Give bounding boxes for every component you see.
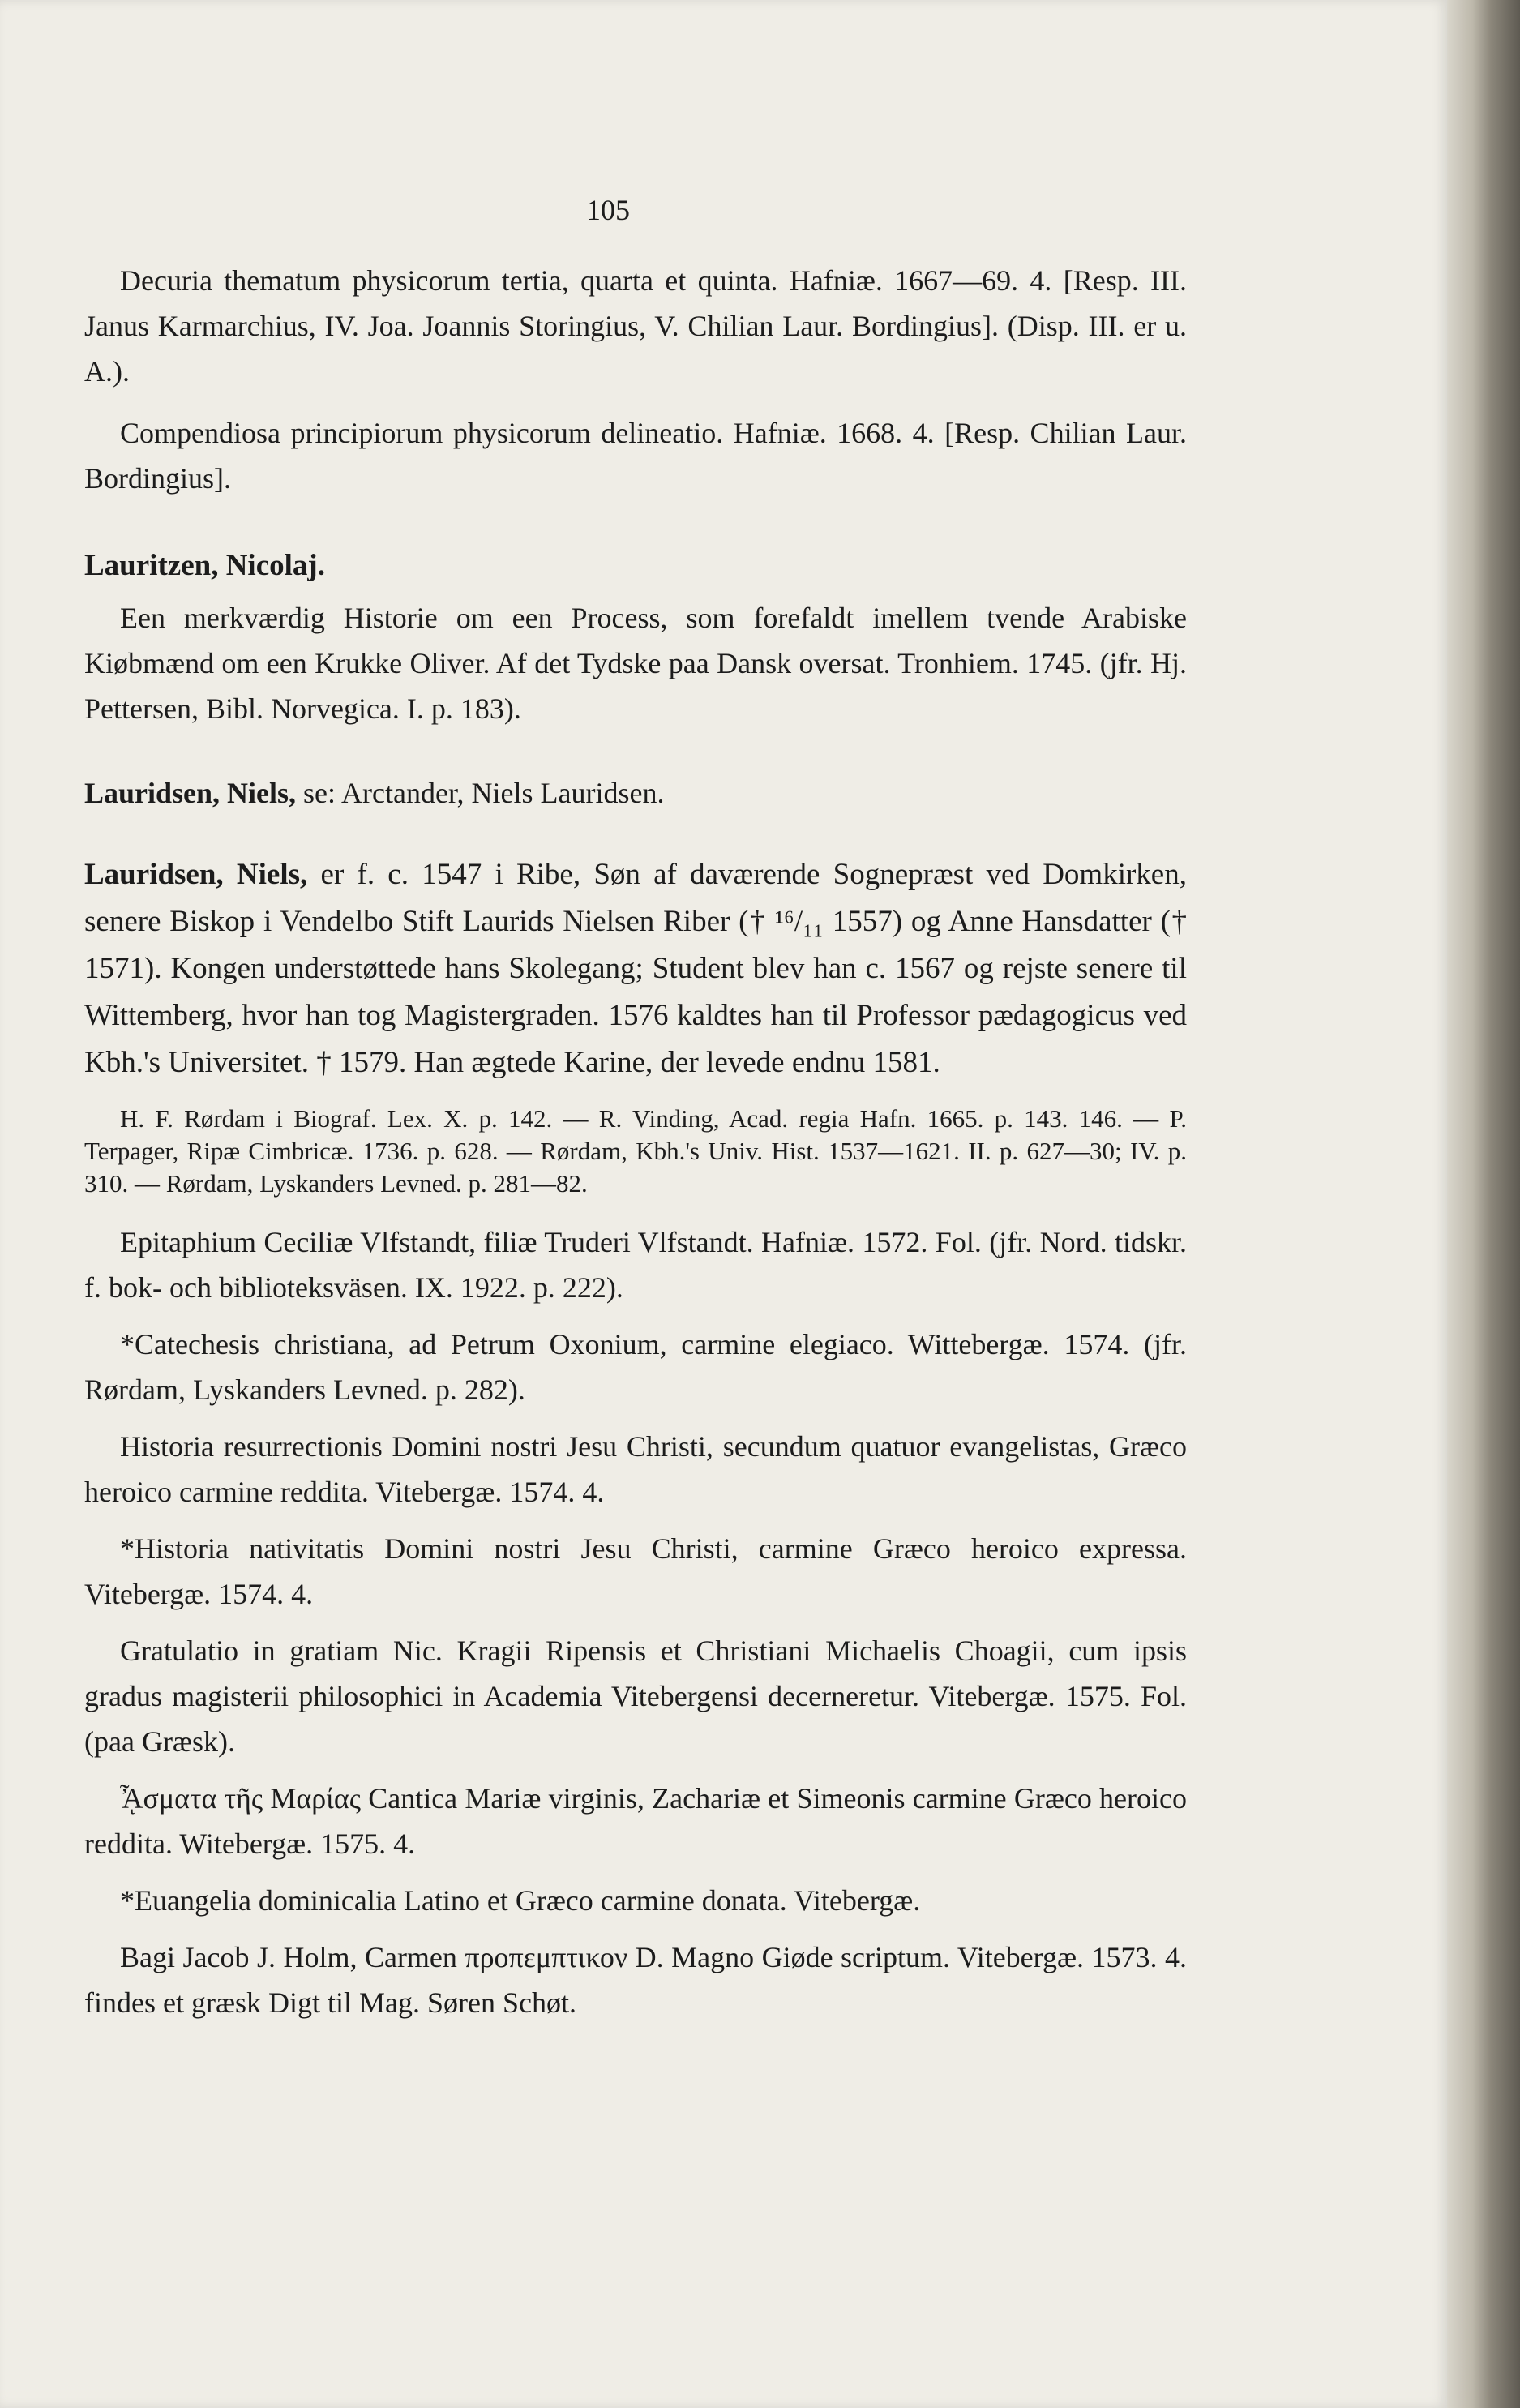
paragraph-lauridsen-references: H. F. Rørdam i Biograf. Lex. X. p. 142. — R. Vinding, Acad. regia Hafn. 1665. p. 143. 146. — P. Terpager, Ripæ Cimbricæ. 1736. p. 628. — Rørdam, Kbh.'s Univ. Hist. 1537—1621. II. p. 627—30; IV. p. 310. — Rørdam, Lyskanders Levned. p. 281—82. — [84, 1104, 1187, 1198]
lauridsen-xref-name: Lauridsen, Niels, — [84, 777, 297, 809]
work-item: Gratulatio in gratiam Nic. Kragii Ripensis et Christiani Michaelis Choagii, cum ipsis gradus magisterii philosophici in Academia Vitebergensi decerneretur. Vitebergæ. 1575. Fol. (paa Græsk). — [84, 1635, 1187, 1758]
paragraph-lauritzen: Een merkværdig Historie om een Process, som forefaldt imellem tvende Arabiske Kiøbmænd om een Krukke Oliver. Af det Tydske paa Dansk oversat. Tronhiem. 1745. (jfr. Hj. Pettersen, Bibl. Norvegica. I. p. 183). — [84, 602, 1187, 725]
paragraph-decuria: Decuria thematum physicorum tertia, quarta et quinta. Hafniæ. 1667—69. 4. [Resp. III. Janus Karmarchius, IV. Joa. Joannis Storingius, V. Chilian Laur. Bordingius]. (Disp. III. er u. A.). — [84, 264, 1187, 388]
work-item: Historia resurrectionis Domini nostri Jesu Christi, secundum quatuor evangelistas, Græco heroico carmine reddita. Vitebergæ. 1574. 4. — [84, 1430, 1187, 1508]
work-item: *Catechesis christiana, ad Petrum Oxonium, carmine elegiaco. Wittebergæ. 1574. (jfr. Rørdam, Lyskanders Levned. p. 282). — [84, 1328, 1187, 1406]
lauridsen-bio-text: er f. c. 1547 i Ribe, Søn af daværende Sognepræst ved Domkirken, senere Biskop i Vendelbo Stift Laurids Nielsen Riber († ¹⁶/₁₁ 1557) og Anne Hansdatter († 1571). Kongen understøttede hans Skolegang; Student blev han c. 1567 og rejste senere til Wittemberg, hvor han tog Magistergraden. 1576 kaldtes han til Professor pædagogicus ved Kbh.'s Universitet. † 1579. Han ægtede Karine, der levede endnu 1581. — [84, 858, 1187, 1079]
lauridsen-xref-text: se: Arctander, Niels Lauridsen. — [296, 777, 665, 809]
work-item: Epitaphium Ceciliæ Vlfstandt, filiæ Truderi Vlfstandt. Hafniæ. 1572. Fol. (jfr. Nord. tidskr. f. bok- och biblioteksväsen. IX. 1922. p. 222). — [84, 1226, 1187, 1304]
page-text — [84, 258, 1187, 2037]
heading-lauritzen — [84, 543, 1187, 589]
work-item: *Historia nativitatis Domini nostri Jesu Christi, carmine Græco heroico expressa. Vitebergæ. 1574. 4. — [84, 1532, 1187, 1610]
heading-lauritzen-name: Lauritzen, Nicolaj. — [84, 549, 325, 582]
paragraph-lauridsen-xref — [84, 770, 1187, 816]
work-item: *Euangelia dominicalia Latino et Græco carmine donata. Vitebergæ. — [120, 1884, 921, 1917]
paragraph-compendiosa: Compendiosa principiorum physicorum delineatio. Hafniæ. 1668. 4. [Resp. Chilian Laur. Bordingius]. — [84, 417, 1187, 495]
page-edge — [1447, 0, 1520, 2408]
paragraph-lauridsen-bio — [84, 851, 1187, 1086]
lauridsen-bio-name: Lauridsen, Niels, — [84, 858, 308, 891]
work-item: Bagi Jacob J. Holm, Carmen προπεμπτικον D. Magno Giøde scriptum. Vitebergæ. 1573. 4. findes et græsk Digt til Mag. Søren Schøt. — [84, 1941, 1187, 2019]
work-item: ᾎσματα τῆς Μαρίας Cantica Mariæ virginis, Zachariæ et Simeonis carmine Græco heroico reddita. Witebergæ. 1575. 4. — [84, 1782, 1187, 1860]
page-number: 105 — [586, 194, 630, 226]
